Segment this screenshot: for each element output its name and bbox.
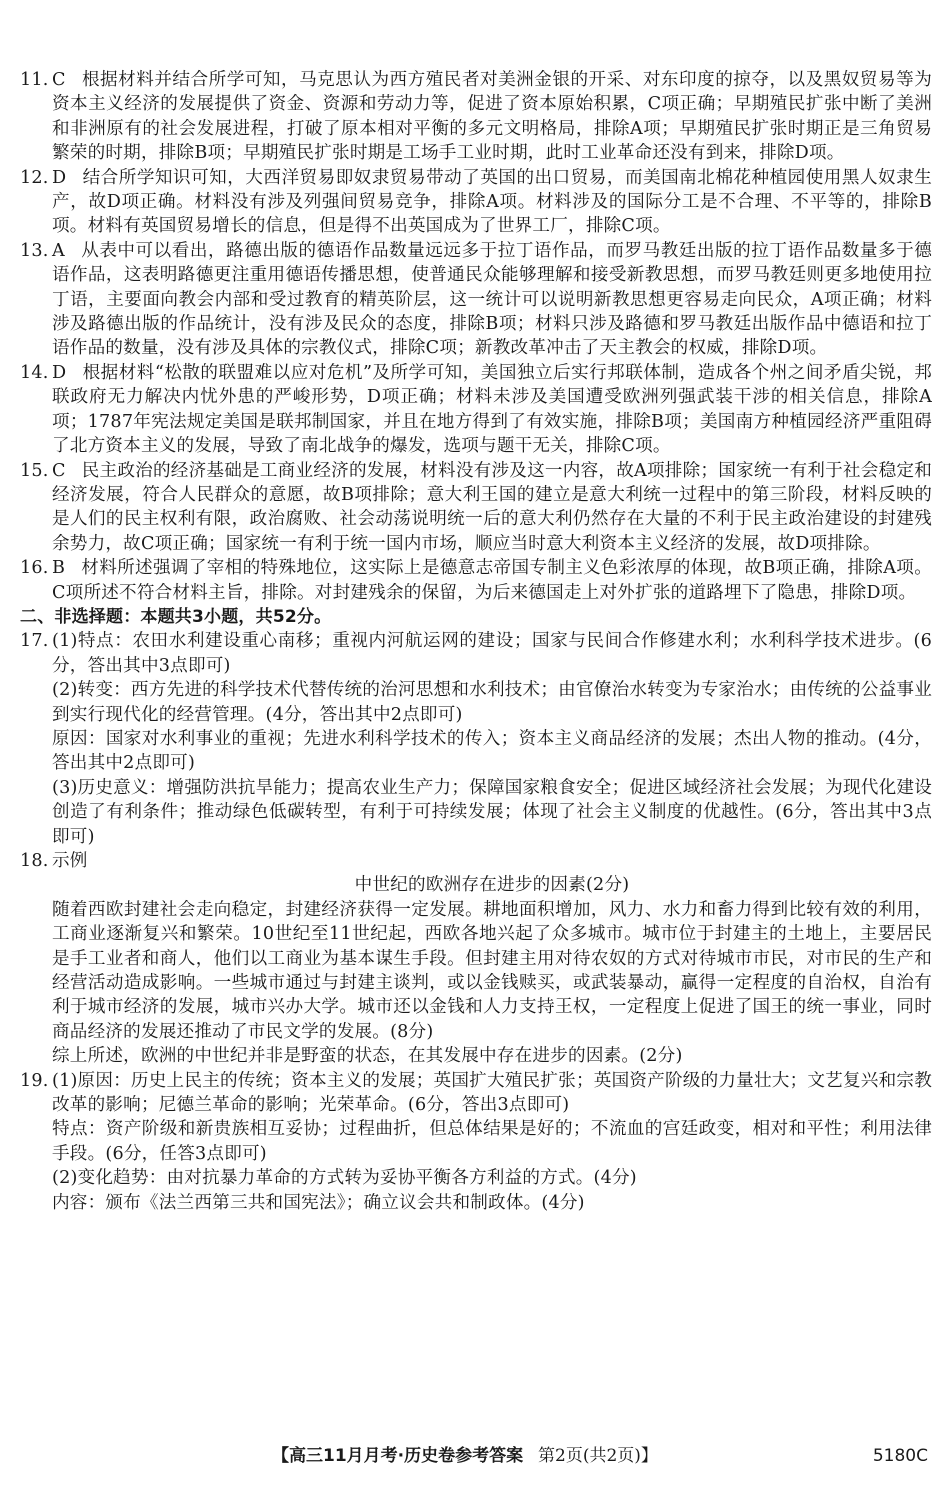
question-19-features: 特点：资产阶级和新贵族相互妥协；过程曲折，但总体结果是好的；不流血的宫廷政变，相对和平性；利用法律手段。(6分，任答3点即可) bbox=[52, 1119, 932, 1164]
answer-letter: D bbox=[52, 167, 67, 188]
question-18-label: 示例 bbox=[52, 851, 88, 871]
answer-explanation bbox=[52, 68, 932, 166]
explanation-text: 根据材料并结合所学可知，马克思认为西方殖民者对美洲金银的开采、对东印度的掠夺，以及黑奴贸易等为资本主义经济的发展提供了资金、资源和劳动力等，促进了资本原始积累，C项正确；早期殖民扩张中断了美洲和非洲原有的社会发展进程，打破了原本相对平衡的多元文明格局，排除A项；早期殖民扩张时期正是三角贸易繁荣的时期，排除B项；早期殖民扩张时期是工场手工业时期，此时工业革命还没有到来，排除D项。 bbox=[52, 70, 932, 164]
answer-letter: C bbox=[52, 460, 66, 481]
answer-explanation bbox=[52, 239, 932, 361]
explanation-text: 材料所述强调了宰相的特殊地位，这实际上是德意志帝国专制主义色彩浓厚的体现，故B项正确，排除A项。C项所述不符合材料主旨，排除。对封建残余的保留，为后来德国走上对外扩张的道路埋下了隐患，排除D项。 bbox=[52, 558, 932, 603]
question-number: 13. bbox=[20, 240, 49, 261]
answer-item bbox=[20, 239, 932, 361]
answer-item bbox=[20, 68, 932, 166]
question-number: 17. bbox=[20, 631, 49, 652]
question-19-content: 内容：颁布《法兰西第三共和国宪法》；确立议会共和制政体。(4分) bbox=[52, 1192, 585, 1213]
answer-page bbox=[20, 68, 932, 1215]
question-number: 15. bbox=[20, 460, 49, 481]
answer-explanation bbox=[52, 166, 932, 239]
question-17-part-2: (2)转变：西方先进的科学技术代替传统的治河思想和水利技术；由官僚治水转变为专家治水；由传统的公益事业到实行现代化的经营管理。(4分，答出其中2点即可) bbox=[52, 680, 932, 725]
answer-explanation bbox=[52, 556, 932, 605]
question-number: 16. bbox=[20, 558, 49, 579]
question-number: 12. bbox=[20, 167, 49, 188]
answer-letter: C bbox=[52, 70, 66, 90]
question-17 bbox=[20, 629, 932, 678]
explanation-text: 民主政治的经济基础是工商业经济的发展，材料没有涉及这一内容，故A项排除；国家统一有利于社会稳定和经济发展，符合人民群众的意愿，故B项排除；意大利王国的建立是意大利统一过程中的第三阶段，材料反映的是人们的民主权利有限，政治腐败、社会动荡说明统一后的意大利仍然存在大量的不利于民主政治建设的封建残余势力，故C项正确；国家统一有利于统一国内市场，顺应当时意大利资本主义经济的发展，故D项排除。 bbox=[52, 460, 932, 554]
question-17-reason: 原因：国家对水利事业的重视；先进水利科学技术的传入；资本主义商品经济的发展；杰出人物的推动。(4分，答出其中2点即可) bbox=[52, 728, 932, 774]
answer-letter: A bbox=[52, 240, 65, 261]
question-18-essay-title: 中世纪的欧洲存在进步的因素(2分) bbox=[354, 875, 630, 896]
footer-title: 【高三11月月考·历史卷参考答案 bbox=[272, 1446, 524, 1466]
answer-item bbox=[20, 166, 932, 239]
page-footer bbox=[0, 1441, 950, 1471]
question-18-conclusion: 综上所述，欧洲的中世纪并非是野蛮的状态，在其发展中存在进步的因素。(2分) bbox=[52, 1046, 683, 1067]
question-17-part-3: (3)历史意义：增强防洪抗旱能力；提高农业生产力；保障国家粮食安全；促进区域经济社会发展；为现代化建设创造了有利条件；推动绿色低碳转型，有利于可持续发展；体现了社会主义制度的优越性。(6分，答出其中3点即可) bbox=[52, 777, 932, 847]
question-number: 19. bbox=[20, 1070, 49, 1091]
footer-code: 5180C bbox=[872, 1446, 928, 1466]
explanation-text: 结合所学知识可知，大西洋贸易即奴隶贸易带动了英国的出口贸易，而美国南北棉花种植园使用黑人奴隶生产，故D项正确。材料没有涉及列强间贸易竞争，排除A项。材料涉及的国际分工是不合理、不平等的，排除B项。材料有英国贸易增长的信息，但是得不出英国成为了世界工厂，排除C项。 bbox=[52, 167, 932, 237]
answer-explanation bbox=[52, 459, 932, 557]
question-19-part-2: (2)变化趋势：由对抗暴力革命的方式转为妥协平衡各方利益的方式。(4分) bbox=[52, 1168, 637, 1189]
footer-page-number: 第2页(共2页)】 bbox=[538, 1446, 658, 1466]
answer-item bbox=[20, 556, 932, 605]
explanation-text: 从表中可以看出，路德出版的德语作品数量远远多于拉丁语作品，而罗马教廷出版的拉丁语作品数量多于德语作品，这表明路德更注重用德语传播思想，使普通民众能够理解和接受新教思想，而罗马教廷则更多地使用拉丁语，主要面向教会内部和受过教育的精英阶层，这一统计可以说明新教思想更容易走向民众，A项正确；材料涉及路德出版的作品统计，没有涉及民众的态度，排除B项；材料只涉及路德和罗马教廷出版作品中德语和拉丁语作品的数量，没有涉及具体的宗教仪式，排除C项；新教改革冲击了天主教会的权威，排除D项。 bbox=[52, 240, 932, 359]
question-number: 14. bbox=[20, 362, 49, 383]
question-18 bbox=[20, 849, 932, 873]
explanation-text: 根据材料“松散的联盟难以应对危机”及所学可知，美国独立后实行邦联体制，造成各个州之间矛盾尖锐，邦联政府无力解决内忧外患的严峻形势，D项正确；材料未涉及美国遭受欧洲列强武装干涉的相关信息，排除A项；1787年宪法规定美国是联邦制国家，并且在地方得到了有效实施，排除B项；美国南方种植园经济严重阻碍了北方资本主义的发展，导致了南北战争的爆发，选项与题干无关，排除C项。 bbox=[52, 362, 932, 457]
multiple-choice-answers bbox=[20, 68, 932, 605]
answer-explanation bbox=[52, 361, 932, 459]
answer-letter: D bbox=[52, 362, 67, 383]
section-two-title: 二、非选择题：本题共3小题，共52分。 bbox=[20, 606, 332, 627]
question-19-part-1: (1)原因：历史上民主的传统；资本主义的发展；英国扩大殖民扩张；英国资产阶级的力量壮大；文艺复兴和宗教改革的影响；尼德兰革命的影响；光荣革命。(6分，答出3点即可) bbox=[52, 1070, 932, 1116]
answer-item bbox=[20, 459, 932, 557]
question-17-part-1: (1)特点：农田水利建设重心南移；重视内河航运网的建设；国家与民间合作修建水利；水利科学技术进步。(6分，答出其中3点即可) bbox=[52, 631, 932, 676]
answer-letter: B bbox=[52, 558, 66, 579]
question-number: 18. bbox=[20, 851, 49, 871]
question-number: 11. bbox=[20, 70, 49, 90]
question-19 bbox=[20, 1069, 932, 1118]
answer-item bbox=[20, 361, 932, 459]
question-18-essay-body: 随着西欧封建社会走向稳定，封建经济获得一定发展。耕地面积增加，风力、水力和畜力得到比较有效的利用，工商业逐渐复兴和繁荣。10世纪至11世纪起，西欧各地兴起了众多城市。城市位于封建主的土地上，主要居民是手工业者和商人，他们以工商业为基本谋生手段。但封建主用对待农奴的方式对待城市市民，对市民的生产和经营活动造成影响。一些城市通过与封建主谈判，或以金钱赎买，或武装暴动，赢得一定程度的自治权，自治有利于城市经济的发展，城市兴办大学。城市还以金钱和人力支持王权，一定程度上促进了国王的统一事业，同时商品经济的发展还推动了市民文学的发展。(8分) bbox=[52, 899, 932, 1042]
